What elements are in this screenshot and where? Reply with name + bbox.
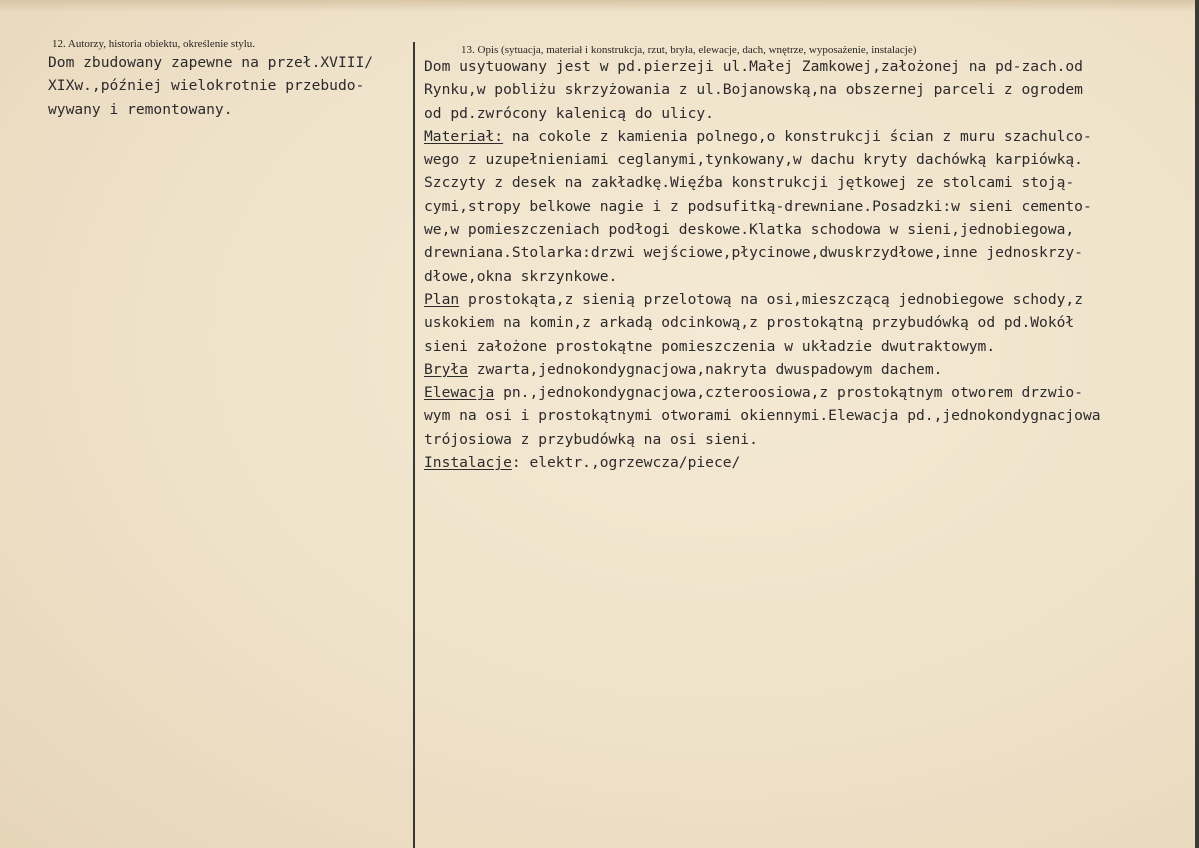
material-line: dłowe,okna skrzynkowe. bbox=[424, 267, 618, 285]
elewacja-line: trójosiowa z przybudówką na osi sieni. bbox=[424, 430, 758, 448]
material-line-first bbox=[424, 125, 1101, 148]
history-line: XIXw.,później wielokrotnie przebudo- bbox=[48, 77, 365, 95]
material-text: na cokole z kamienia polnego,o konstrukcji ścian z muru szachulco- bbox=[503, 127, 1092, 145]
plan-line: sieni założone prostokątne pomieszczenia w układzie dwutraktowym. bbox=[424, 337, 996, 355]
intro-line: od pd.zwrócony kalenicą do ulicy. bbox=[424, 104, 714, 122]
material-line: Szczyty z desek na zakładkę.Więźba konstrukcji jętkowej ze stolcami stoją- bbox=[424, 174, 1075, 192]
material-line: cymi,stropy belkowe nagie i z podsufitką-drewniane.Posadzki:w sieni cemento- bbox=[424, 197, 1092, 215]
intro-line: Dom usytuowany jest w pd.pierzeji ul.Małej Zamkowej,założonej na pd-zach.od bbox=[424, 58, 1083, 75]
section-12-label: 12. Autorzy, historia obiektu, określenie stylu. bbox=[52, 38, 256, 50]
material-line: drewniana.Stolarka:drzwi wejściowe,płycinowe,dwuskrzydłowe,inne jednoskrzy- bbox=[424, 244, 1083, 262]
material-heading: Materiał: bbox=[424, 127, 504, 145]
plan-text: prostokąta,z sienią przelotową na osi,mieszczącą jednobiegowe schody,z bbox=[459, 290, 1083, 308]
elewacja-text: pn.,jednokondygnacjowa,czteroosiowa,z prostokątnym otworem drzwio- bbox=[494, 384, 1083, 402]
history-line: wywany i remontowany. bbox=[48, 100, 233, 118]
page-right-edge bbox=[1195, 0, 1199, 848]
bryla-heading: Bryła bbox=[424, 360, 468, 378]
page-top-edge bbox=[0, 0, 1199, 12]
instalacje-heading: Instalacje bbox=[424, 454, 512, 472]
instalacje-text: : elektr.,ogrzewcza/piece/ bbox=[511, 454, 741, 472]
column-divider bbox=[413, 42, 415, 848]
elewacja-line-first bbox=[424, 381, 1101, 404]
intro-line: Rynku,w pobliżu skrzyżowania z ul.Bojanowską,na obszernej parceli z ogrodem bbox=[424, 81, 1083, 99]
plan-line: uskokiem na komin,z arkadą odcinkową,z prostokątną przybudówką od pd.Wokół bbox=[424, 314, 1075, 332]
material-line: we,w pomieszczeniach podłogi deskowe.Klatka schodowa w sieni,jednobiegowa, bbox=[424, 221, 1075, 239]
instalacje-line bbox=[424, 451, 1101, 474]
bryla-line bbox=[424, 358, 1101, 381]
bryla-text: zwarta,jednokondygnacjowa,nakryta dwuspadowym dachem. bbox=[467, 360, 943, 378]
section-12-text bbox=[48, 51, 373, 121]
section-13-text bbox=[424, 55, 1101, 474]
material-line: wego z uzupełnieniami ceglanymi,tynkowany,w dachu kryty dachówką karpiówką. bbox=[424, 151, 1083, 169]
plan-line-first bbox=[424, 288, 1101, 311]
history-line: Dom zbudowany zapewne na przeł.XVIII/ bbox=[48, 54, 374, 71]
section-13-label: 13. Opis (sytuacja, materiał i konstrukcja, rzut, bryła, elewacje, dach, wnętrze, wyposażenie, instalacje) bbox=[461, 44, 917, 56]
elewacja-heading: Elewacja bbox=[424, 384, 495, 402]
plan-heading: Plan bbox=[424, 290, 460, 308]
elewacja-line: wym na osi i prostokątnymi otworami okiennymi.Elewacja pd.,jednokondygnacjowa bbox=[424, 407, 1101, 425]
